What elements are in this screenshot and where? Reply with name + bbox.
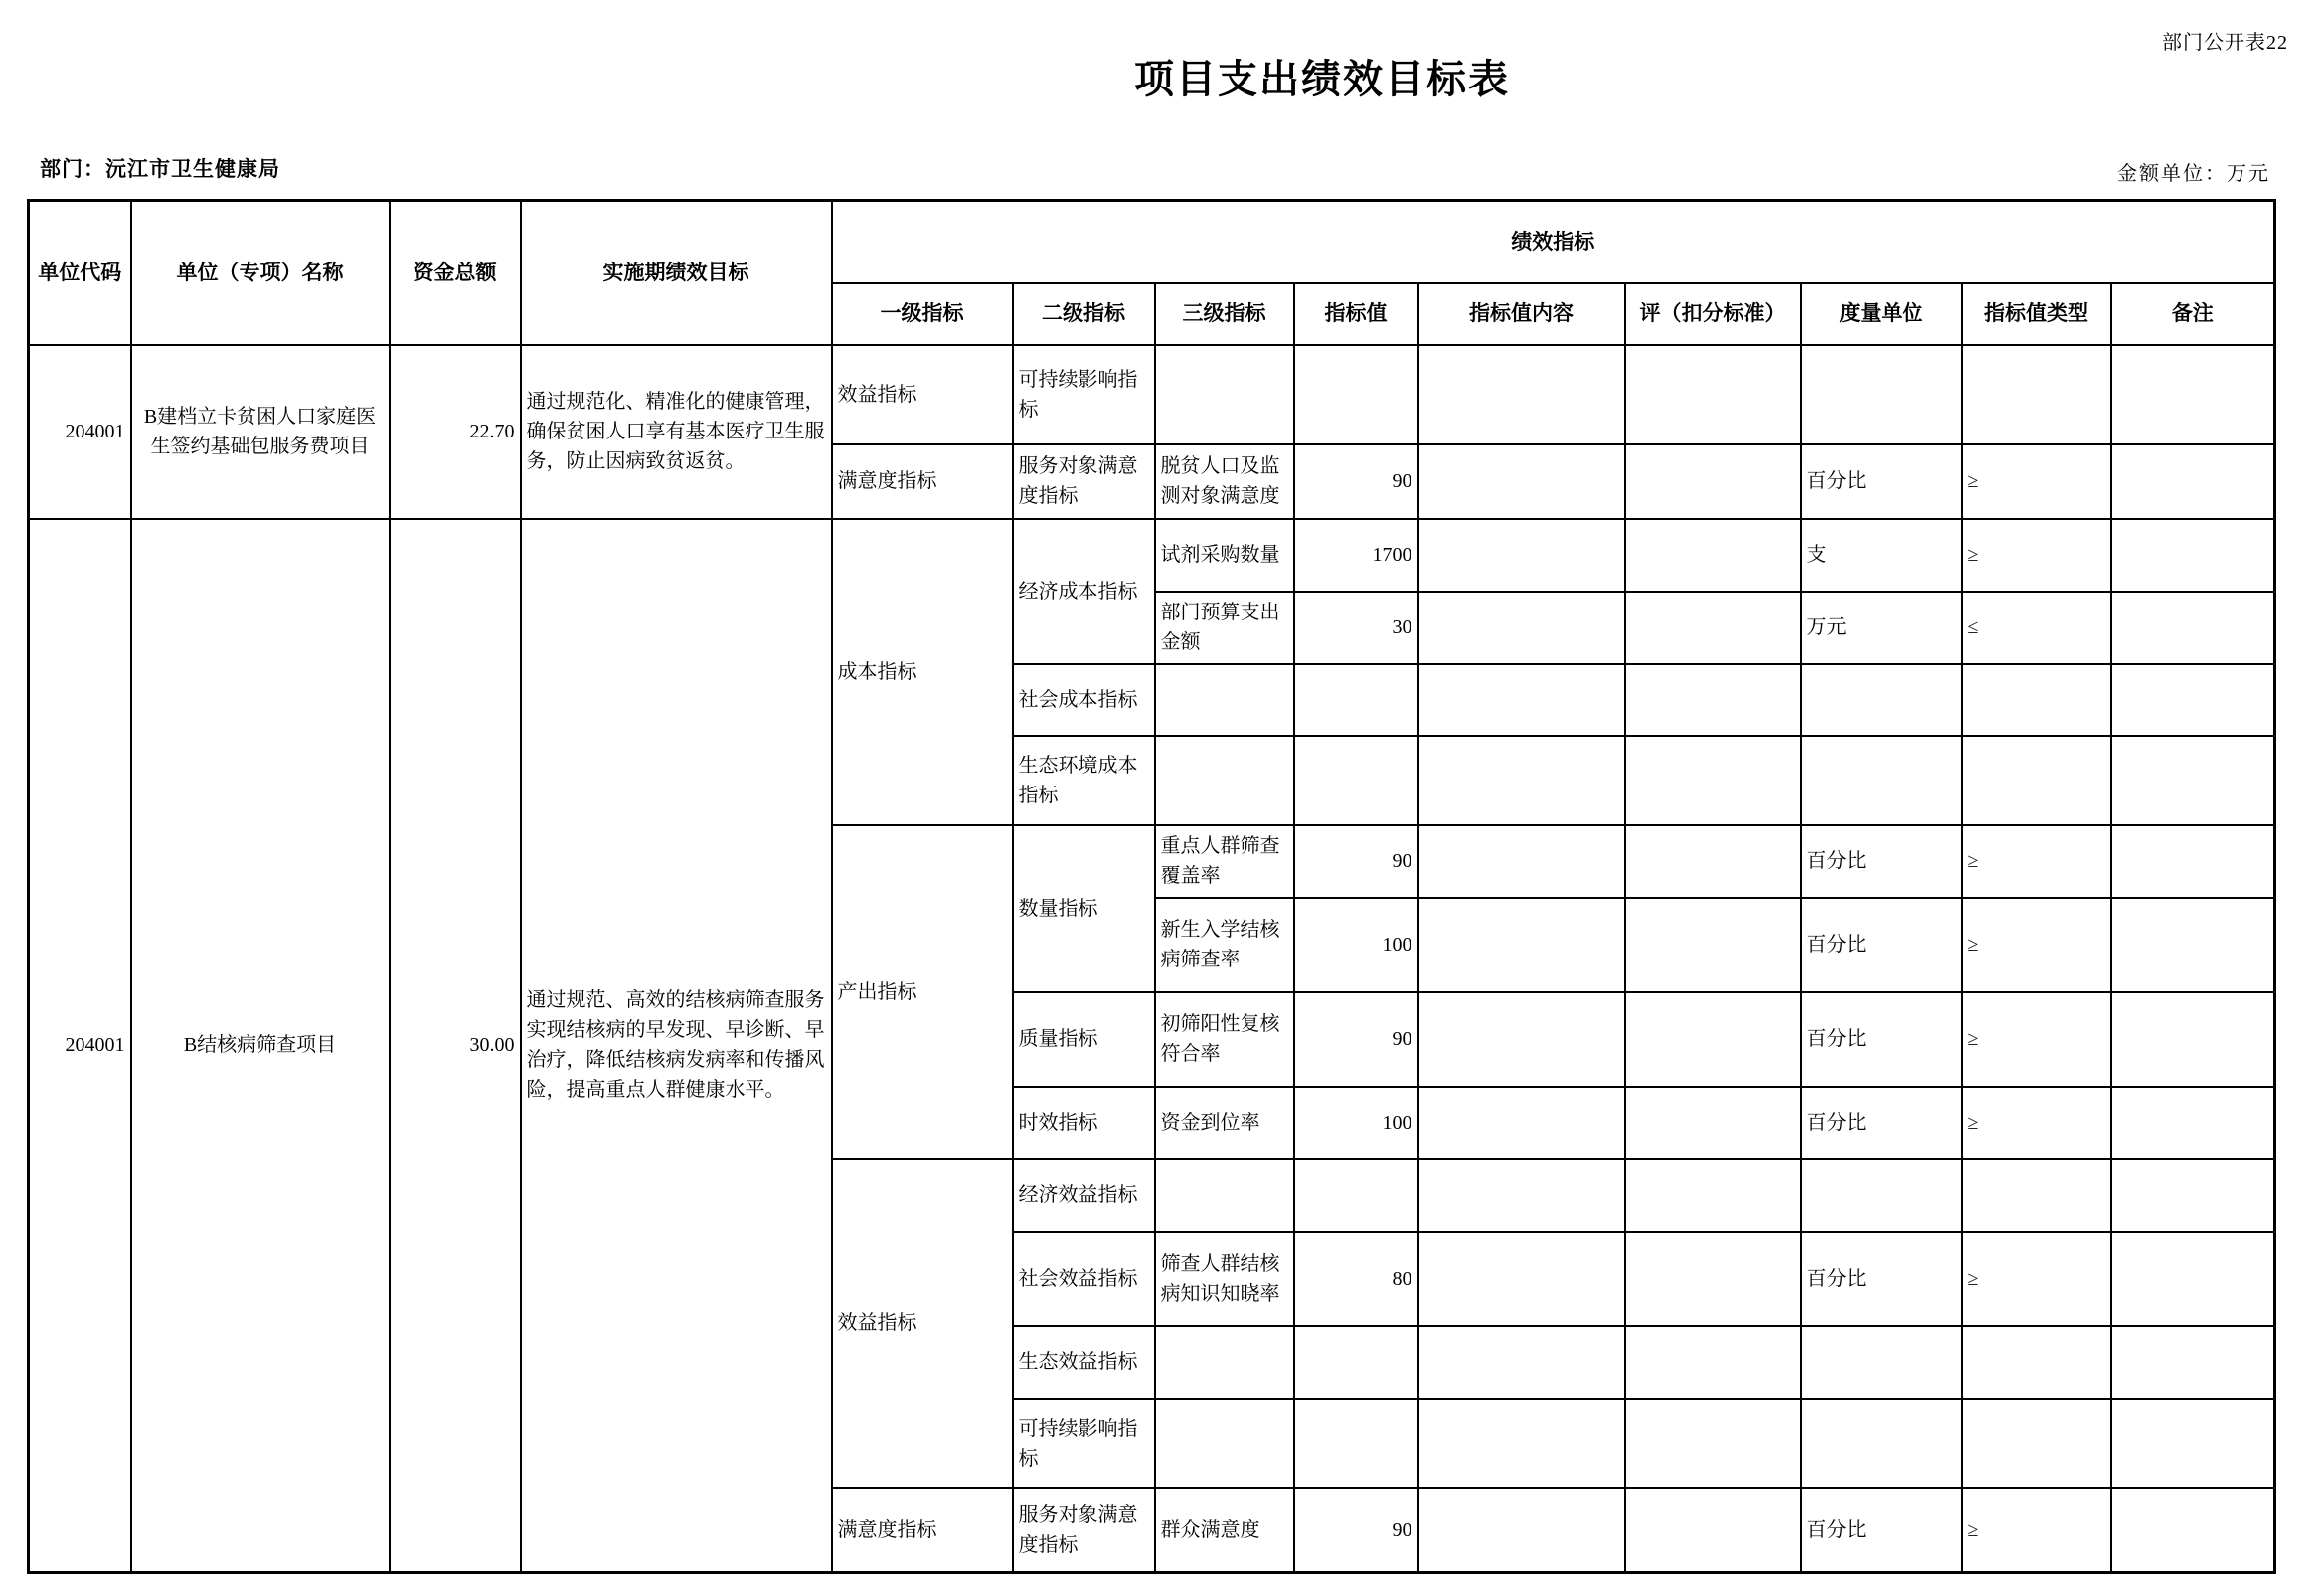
empty-cell <box>1801 664 1962 736</box>
empty-cell <box>1625 1326 1801 1399</box>
cell-unit-code: 204001 <box>29 519 131 1573</box>
page-title: 项目支出绩效目标表 <box>1134 58 1510 101</box>
empty-cell <box>1801 1159 1962 1232</box>
cell-value-type: ≥ <box>1962 1488 2111 1573</box>
empty-cell <box>2111 992 2275 1087</box>
cell-level1: 成本指标 <box>832 519 1013 825</box>
cell-measure-unit: 支 <box>1801 519 1962 592</box>
empty-cell <box>1625 898 1801 992</box>
empty-cell <box>1625 992 1801 1087</box>
cell-value-type: ≥ <box>1962 898 2111 992</box>
cell-value: 30 <box>1294 592 1418 664</box>
cell-unit-name: B结核病筛查项目 <box>131 519 390 1573</box>
cell-period-goal: 通过规范、高效的结核病筛查服务实现结核病的早发现、早诊断、早治疗，降低结核病发病率和传播风险，提高重点人群健康水平。 <box>521 519 832 1573</box>
empty-cell <box>1155 1326 1294 1399</box>
empty-cell <box>1625 1399 1801 1488</box>
empty-cell <box>1962 345 2111 444</box>
cell-level3: 重点人群筛查覆盖率 <box>1155 825 1294 898</box>
col-header-value: 指标值 <box>1294 283 1418 345</box>
empty-cell <box>1155 736 1294 825</box>
performance-target-table <box>27 199 2276 1574</box>
cell-value: 1700 <box>1294 519 1418 592</box>
cell-measure-unit: 百分比 <box>1801 1232 1962 1326</box>
col-header-measure-unit: 度量单位 <box>1801 283 1962 345</box>
empty-cell <box>2111 736 2275 825</box>
empty-cell <box>2111 345 2275 444</box>
cell-measure-unit: 百分比 <box>1801 444 1962 519</box>
cell-value-type: ≥ <box>1962 1087 2111 1159</box>
empty-cell <box>1625 736 1801 825</box>
cell-value: 80 <box>1294 1232 1418 1326</box>
empty-cell <box>1418 1326 1625 1399</box>
cell-level2: 可持续影响指标 <box>1013 345 1155 444</box>
empty-cell <box>1418 519 1625 592</box>
empty-cell <box>1418 1232 1625 1326</box>
header-row-1 <box>29 201 2275 283</box>
department-label: 部门：沅江市卫生健康局 <box>40 158 280 181</box>
col-header-score-standard: 评（扣分标准） <box>1625 283 1801 345</box>
empty-cell <box>1294 1159 1418 1232</box>
empty-cell <box>1625 825 1801 898</box>
cell-value: 90 <box>1294 992 1418 1087</box>
empty-cell <box>1418 444 1625 519</box>
empty-cell <box>2111 1326 2275 1399</box>
table-row <box>29 345 2275 444</box>
empty-cell <box>1801 736 1962 825</box>
empty-cell <box>2111 1399 2275 1488</box>
empty-cell <box>1294 345 1418 444</box>
empty-cell <box>1294 1399 1418 1488</box>
cell-level3: 试剂采购数量 <box>1155 519 1294 592</box>
empty-cell <box>1625 664 1801 736</box>
cell-value: 90 <box>1294 1488 1418 1573</box>
empty-cell <box>1625 592 1801 664</box>
cell-level2: 生态环境成本指标 <box>1013 736 1155 825</box>
empty-cell <box>2111 664 2275 736</box>
empty-cell <box>1801 1326 1962 1399</box>
empty-cell <box>1418 1087 1625 1159</box>
empty-cell <box>2111 444 2275 519</box>
cell-value-type: ≤ <box>1962 592 2111 664</box>
empty-cell <box>2111 825 2275 898</box>
cell-measure-unit: 百分比 <box>1801 898 1962 992</box>
empty-cell <box>1625 1232 1801 1326</box>
empty-cell <box>2111 1488 2275 1573</box>
cell-value: 90 <box>1294 825 1418 898</box>
empty-cell <box>2111 1159 2275 1232</box>
cell-value: 100 <box>1294 898 1418 992</box>
empty-cell <box>1418 825 1625 898</box>
empty-cell <box>1962 1159 2111 1232</box>
empty-cell <box>1418 898 1625 992</box>
cell-level3: 资金到位率 <box>1155 1087 1294 1159</box>
cell-level3: 脱贫人口及监测对象满意度 <box>1155 444 1294 519</box>
table-row <box>29 519 2275 592</box>
cell-level1: 满意度指标 <box>832 444 1013 519</box>
cell-total-amount: 30.00 <box>390 519 521 1573</box>
cell-total-amount: 22.70 <box>390 345 521 519</box>
empty-cell <box>1294 736 1418 825</box>
empty-cell <box>2111 898 2275 992</box>
col-header-total-amount: 资金总额 <box>390 201 521 345</box>
col-header-unit-code: 单位代码 <box>29 201 131 345</box>
cell-level2: 时效指标 <box>1013 1087 1155 1159</box>
cell-level3: 新生入学结核病筛查率 <box>1155 898 1294 992</box>
col-header-value-content: 指标值内容 <box>1418 283 1625 345</box>
col-header-level3: 三级指标 <box>1155 283 1294 345</box>
cell-measure-unit: 百分比 <box>1801 1488 1962 1573</box>
col-header-value-type: 指标值类型 <box>1962 283 2111 345</box>
col-header-remark: 备注 <box>2111 283 2275 345</box>
cell-level2: 服务对象满意度指标 <box>1013 444 1155 519</box>
empty-cell <box>1418 1488 1625 1573</box>
empty-cell <box>1625 1488 1801 1573</box>
empty-cell <box>1625 1159 1801 1232</box>
empty-cell <box>1155 1399 1294 1488</box>
cell-measure-unit: 百分比 <box>1801 825 1962 898</box>
empty-cell <box>2111 1087 2275 1159</box>
cell-level1: 满意度指标 <box>832 1488 1013 1573</box>
cell-value-type: ≥ <box>1962 825 2111 898</box>
cell-value-type: ≥ <box>1962 444 2111 519</box>
cell-value: 90 <box>1294 444 1418 519</box>
empty-cell <box>2111 1232 2275 1326</box>
cell-measure-unit: 万元 <box>1801 592 1962 664</box>
cell-level3: 部门预算支出金额 <box>1155 592 1294 664</box>
cell-value-type: ≥ <box>1962 1232 2111 1326</box>
cell-level2: 经济效益指标 <box>1013 1159 1155 1232</box>
empty-cell <box>1418 1159 1625 1232</box>
empty-cell <box>1294 1326 1418 1399</box>
col-header-perf-group: 绩效指标 <box>832 201 2275 283</box>
cell-level1: 效益指标 <box>832 1159 1013 1488</box>
empty-cell <box>1625 444 1801 519</box>
empty-cell <box>1625 519 1801 592</box>
cell-level2: 经济成本指标 <box>1013 519 1155 664</box>
col-header-period-goal: 实施期绩效目标 <box>521 201 832 345</box>
empty-cell <box>1625 1087 1801 1159</box>
empty-cell <box>1418 592 1625 664</box>
cell-unit-name: B建档立卡贫困人口家庭医生签约基础包服务费项目 <box>131 345 390 519</box>
cell-level2: 质量指标 <box>1013 992 1155 1087</box>
cell-level3: 群众满意度 <box>1155 1488 1294 1573</box>
cell-level2: 社会成本指标 <box>1013 664 1155 736</box>
empty-cell <box>1418 992 1625 1087</box>
cell-measure-unit: 百分比 <box>1801 992 1962 1087</box>
empty-cell <box>1155 664 1294 736</box>
cell-level3: 筛查人群结核病知识知晓率 <box>1155 1232 1294 1326</box>
empty-cell <box>1294 664 1418 736</box>
cell-level2: 数量指标 <box>1013 825 1155 992</box>
empty-cell <box>1418 664 1625 736</box>
cell-level2: 社会效益指标 <box>1013 1232 1155 1326</box>
cell-level1: 产出指标 <box>832 825 1013 1159</box>
cell-measure-unit: 百分比 <box>1801 1087 1962 1159</box>
cell-level3: 初筛阳性复核符合率 <box>1155 992 1294 1087</box>
cell-level1: 效益指标 <box>832 345 1013 444</box>
empty-cell <box>1801 1399 1962 1488</box>
empty-cell <box>1418 1399 1625 1488</box>
empty-cell <box>1962 664 2111 736</box>
cell-level2: 服务对象满意度指标 <box>1013 1488 1155 1573</box>
col-header-level1: 一级指标 <box>832 283 1013 345</box>
col-header-unit-name: 单位（专项）名称 <box>131 201 390 345</box>
empty-cell <box>1801 345 1962 444</box>
empty-cell <box>1155 1159 1294 1232</box>
empty-cell <box>2111 519 2275 592</box>
cell-unit-code: 204001 <box>29 345 131 519</box>
cell-level2: 可持续影响指标 <box>1013 1399 1155 1488</box>
empty-cell <box>1625 345 1801 444</box>
empty-cell <box>1962 1326 2111 1399</box>
empty-cell <box>1962 736 2111 825</box>
doc-number-label: 部门公开表22 <box>2162 32 2288 54</box>
cell-value-type: ≥ <box>1962 519 2111 592</box>
col-header-level2: 二级指标 <box>1013 283 1155 345</box>
amount-unit-label: 金额单位：万元 <box>2117 163 2270 185</box>
empty-cell <box>2111 592 2275 664</box>
empty-cell <box>1962 1399 2111 1488</box>
cell-value-type: ≥ <box>1962 992 2111 1087</box>
cell-level2: 生态效益指标 <box>1013 1326 1155 1399</box>
cell-period-goal: 通过规范化、精准化的健康管理，确保贫困人口享有基本医疗卫生服务，防止因病致贫返贫。 <box>521 345 832 519</box>
empty-cell <box>1418 345 1625 444</box>
empty-cell <box>1155 345 1294 444</box>
cell-value: 100 <box>1294 1087 1418 1159</box>
empty-cell <box>1418 736 1625 825</box>
